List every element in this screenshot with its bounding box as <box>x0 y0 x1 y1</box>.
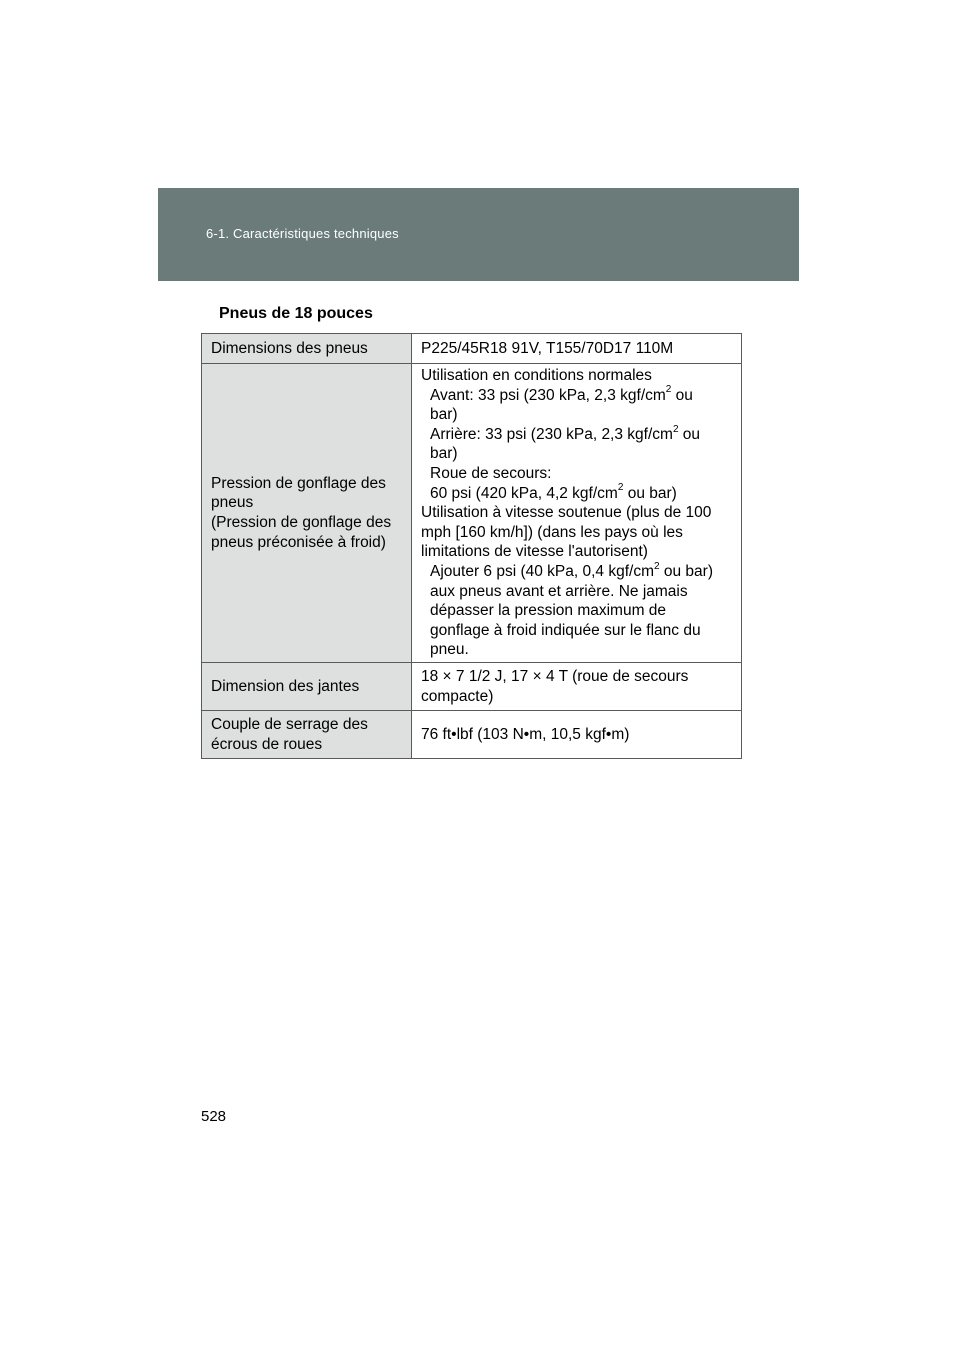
front-pressure-cont: bar) <box>430 406 458 424</box>
section-title: Pneus de 18 pouces <box>219 305 373 322</box>
label-line: (Pression de gonflage des <box>211 514 392 531</box>
superscript: 2 <box>617 482 624 494</box>
label-text: Dimensions des pneus <box>211 339 368 357</box>
row-value-nut-torque <box>412 711 742 759</box>
table-row <box>202 334 742 364</box>
label-line: écrous de roues <box>211 735 323 753</box>
highspeed-line: mph [160 km/h]) (dans les pays où les <box>421 523 683 541</box>
table-row <box>202 711 742 759</box>
table-row <box>202 663 742 711</box>
text-part: ou bar) <box>623 484 677 502</box>
superscript: 2 <box>654 560 660 572</box>
add-pressure <box>421 562 735 582</box>
rear-pressure <box>421 425 735 445</box>
tire-spec-table <box>201 333 742 759</box>
label-text: Dimension des jantes <box>211 677 360 695</box>
text-part: ou bar) <box>659 562 713 580</box>
text-part: Ajouter 6 psi (40 kPa, 0,4 kgf/cm <box>430 562 654 580</box>
add-pressure-line: aux pneus avant et arrière. Ne jamais <box>430 582 688 600</box>
chapter-header-title: 6-1. Caractéristiques techniques <box>206 226 399 241</box>
superscript: 2 <box>672 423 679 435</box>
value-line: 18 × 7 1/2 J, 17 × 4 T (roue de secours <box>421 667 689 685</box>
spare-heading: Roue de secours: <box>430 465 552 483</box>
text-part: Arrière: 33 psi (230 kPa, 2,3 kgf/cm <box>430 425 673 443</box>
row-value-wheel-size <box>412 663 742 711</box>
label-line: Pression de gonflage des <box>211 474 386 492</box>
text-part: ou <box>678 425 701 443</box>
row-label-nut-torque <box>202 711 412 759</box>
value-text: 76 ft•lbf (103 N•m, 10,5 kgf•m) <box>421 725 630 743</box>
text-part: Avant: 33 psi (230 kPa, 2,3 kgf/cm <box>430 386 666 404</box>
add-pressure-line: dépasser la pression maximum de <box>430 602 667 620</box>
spare-pressure <box>421 484 735 504</box>
label-line: Couple de serrage des <box>211 715 368 733</box>
row-label-inflation-pressure <box>202 364 412 663</box>
highspeed-line: limitations de vitesse l'autorisent) <box>421 543 648 561</box>
value-text: P225/45R18 91V, T155/70D17 110M <box>421 339 674 357</box>
add-pressure-line: gonflage à froid indiquée sur le flanc du <box>430 621 701 639</box>
row-value-inflation-pressure <box>412 364 742 663</box>
page-number: 528 <box>201 1108 227 1125</box>
table-row <box>202 364 742 663</box>
value-line: compacte) <box>421 687 494 705</box>
label-line: pneus <box>211 494 254 512</box>
superscript: 2 <box>665 384 672 396</box>
highspeed-line: Utilisation à vitesse soutenue (plus de 100 <box>421 504 712 522</box>
add-pressure-line: pneu. <box>430 641 469 659</box>
chapter-header-band <box>158 188 799 281</box>
label-line: pneus préconisée à froid) <box>211 533 386 551</box>
row-label-tire-size <box>202 334 412 364</box>
row-label-wheel-size <box>202 663 412 711</box>
row-value-tire-size <box>412 334 742 364</box>
text-part: 60 psi (420 kPa, 4,2 kgf/cm <box>430 484 618 502</box>
front-pressure <box>421 386 735 406</box>
rear-pressure-cont: bar) <box>430 445 458 463</box>
text-part: ou <box>671 386 693 404</box>
normal-use-heading: Utilisation en conditions normales <box>421 367 652 385</box>
